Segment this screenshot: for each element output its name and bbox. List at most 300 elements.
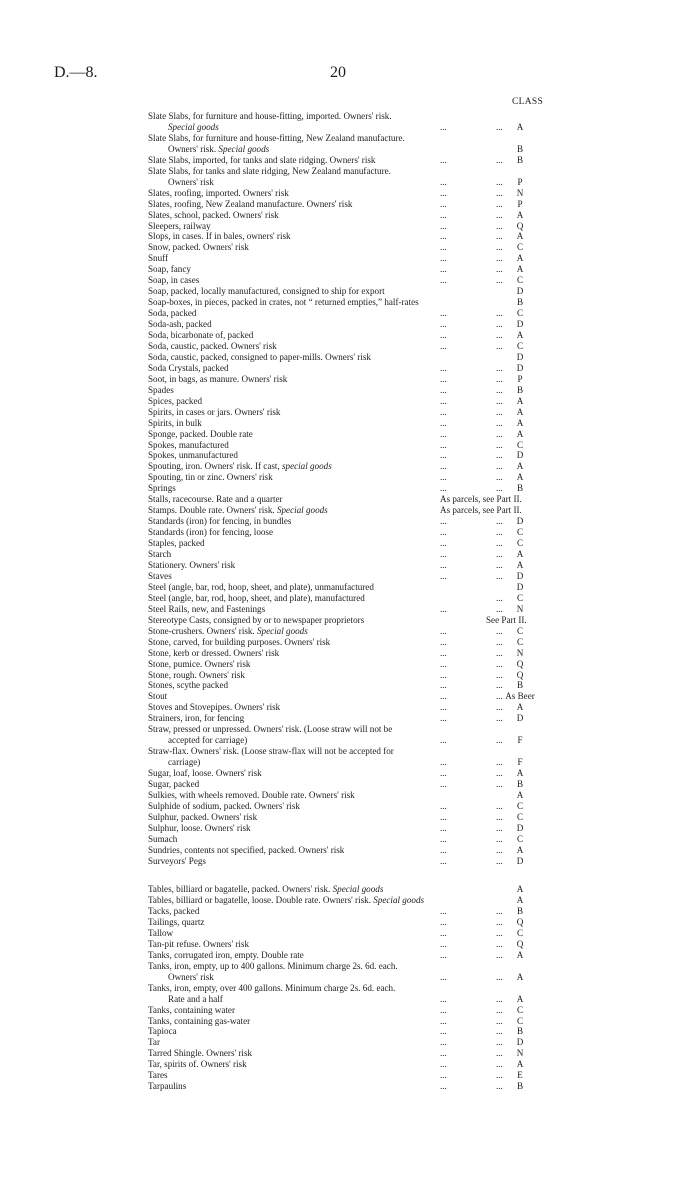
row-description: Straw-flax. Owners' risk. (Loose straw-flax will not be accepted for — [148, 746, 394, 757]
row-description: Stone, rough. Owners' risk — [148, 669, 245, 680]
class-code: D — [516, 351, 524, 362]
leader-dots: ... — [440, 461, 447, 472]
tariff-row — [148, 768, 540, 779]
row-description: Spirits, in bulk — [148, 417, 202, 428]
leader-dots: ... — [496, 768, 503, 778]
leader-dots: ... — [440, 373, 447, 384]
row-description: Sleepers, railway — [148, 220, 211, 231]
leader-dots: ... — [496, 844, 503, 855]
leader-dots: ... — [440, 833, 447, 844]
leader-dots: ... — [496, 330, 503, 340]
tariff-row — [148, 242, 540, 253]
tariff-row — [148, 906, 540, 917]
leader-dots: ... — [496, 275, 503, 286]
row-description: Tarpaulins — [148, 1081, 187, 1092]
tariff-row — [148, 440, 540, 451]
tariff-row — [148, 582, 540, 593]
class-code: B — [516, 779, 524, 789]
class-code: See Part II. — [486, 614, 527, 625]
leader-dots: ... — [440, 122, 447, 132]
tariff-row — [148, 111, 540, 122]
tariff-row — [148, 396, 540, 407]
tariff-row — [148, 856, 540, 867]
class-code: C — [516, 439, 524, 450]
leader-dots: ... — [496, 308, 503, 319]
leader-dots: ... — [440, 472, 447, 483]
special-goods-note: Special goods — [256, 625, 308, 636]
row-description: Slops, in cases. If in bales, owners' risk — [148, 231, 291, 242]
class-code: C — [516, 527, 524, 538]
class-code: B — [516, 143, 524, 154]
leader-dots: ... — [440, 1004, 447, 1015]
leader-dots: ... — [496, 636, 503, 647]
row-description: Spouting, tin or zinc. Owners' risk — [148, 472, 273, 483]
row-description: Stone, pumice. Owners' risk — [148, 658, 251, 669]
leader-dots: ... — [496, 187, 503, 198]
leader-dots: ... — [496, 450, 503, 461]
leader-dots: ... — [440, 330, 447, 340]
leader-dots: ... — [440, 1059, 447, 1070]
leader-dots: ... — [496, 949, 503, 960]
page-number: 20 — [330, 64, 346, 81]
class-code: Q — [516, 220, 524, 231]
row-description: Tallow — [148, 927, 174, 938]
row-description: Stone-crushers. Owners' risk. Special goods — [148, 625, 308, 636]
special-goods-note: Special goods — [332, 884, 384, 895]
leader-dots: ... — [440, 1048, 447, 1059]
leader-dots: ... — [496, 362, 503, 373]
class-code: C — [516, 242, 524, 253]
leader-dots: ... — [440, 428, 447, 439]
class-code: A — [516, 768, 524, 778]
tariff-row — [148, 549, 540, 560]
row-description: Stalls, racecourse. Rate and a quarter — [148, 494, 283, 505]
class-code: F — [517, 757, 523, 768]
tariff-row — [148, 1005, 540, 1016]
tariff-row — [148, 407, 540, 418]
class-code: C — [516, 538, 524, 548]
class-code: A — [516, 406, 524, 417]
row-description: Tanks, iron, empty, over 400 gallons. Minimum charge 2s. 6d. each. — [148, 982, 396, 993]
leader-dots: ... — [440, 527, 447, 538]
row-description: Soot, in bags, as manure. Owners' risk — [148, 373, 288, 384]
leader-dots: ... — [440, 822, 447, 833]
leader-dots: ... — [440, 713, 447, 724]
leader-dots: ... — [496, 527, 503, 538]
tariff-row — [148, 188, 540, 199]
row-description: Tables, billiard or bagatelle, packed. Owners' risk. Special goods — [148, 884, 384, 895]
row-description: Sumach — [148, 833, 178, 844]
row-description: Stones, scythe packed — [148, 680, 229, 691]
tariff-row — [148, 330, 540, 341]
row-description: Spices, packed — [148, 395, 203, 406]
leader-dots: ... — [496, 993, 503, 1004]
class-code: A — [516, 330, 524, 340]
row-description: Sulphide of sodium, packed. Owners' risk — [148, 800, 300, 811]
class-code: B — [516, 1081, 524, 1092]
leader-dots: ... — [496, 559, 503, 570]
leader-dots: ... — [440, 779, 447, 789]
tariff-row — [148, 1048, 540, 1059]
tariff-row — [148, 494, 540, 505]
row-description: Tan-pit refuse. Owners' risk — [148, 938, 250, 949]
class-code: A — [516, 844, 524, 855]
row-description: Tanks, containing gas-water — [148, 1015, 251, 1026]
row-description: Staves — [148, 570, 172, 581]
class-code: D — [516, 822, 524, 833]
class-code: A — [516, 789, 524, 800]
tariff-row — [148, 790, 540, 801]
class-code: D — [516, 713, 524, 724]
leader-dots: ... — [440, 439, 447, 450]
leader-dots: ... — [440, 625, 447, 636]
tariff-row — [148, 199, 540, 210]
leader-dots: ... — [440, 253, 447, 264]
leader-dots: ... — [496, 1048, 503, 1059]
row-description: accepted for carriage) — [168, 735, 248, 746]
tariff-row — [148, 210, 540, 221]
tariff-row — [148, 1059, 540, 1070]
class-code: A — [516, 461, 524, 472]
leader-dots: ... — [496, 231, 503, 242]
leader-dots: ... — [440, 559, 447, 570]
class-code: P — [517, 198, 523, 209]
leader-dots: ... — [496, 603, 503, 614]
leader-dots: ... — [440, 340, 447, 351]
leader-dots: ... — [496, 855, 503, 866]
row-description: Sponge, packed. Double rate — [148, 428, 253, 439]
row-description: Soap-boxes, in pieces, packed in crates, not “ returned empties,” half-rates — [148, 297, 419, 308]
class-code: P — [517, 373, 523, 384]
leader-dots: ... — [496, 395, 503, 406]
tariff-row — [148, 1016, 540, 1027]
class-code: D — [516, 1037, 524, 1048]
leader-dots: ... — [496, 680, 503, 691]
row-description: Sulkies, with wheels removed. Double rate. Owners' risk — [148, 789, 355, 800]
class-code: As parcels, see Part II. — [440, 505, 522, 516]
leader-dots: ... — [496, 1004, 503, 1015]
leader-dots: ... — [440, 220, 447, 231]
special-goods-note: Special goods — [276, 505, 328, 516]
class-code: C — [516, 800, 524, 811]
leader-dots: ... — [496, 264, 503, 275]
tariff-row — [148, 702, 540, 713]
class-code: Q — [516, 669, 524, 680]
leader-dots: ... — [440, 1037, 447, 1048]
row-description: Tar, spirits of. Owners' risk — [148, 1059, 247, 1070]
row-description: Strainers, iron, for fencing — [148, 713, 245, 724]
row-description: Stationery. Owners' risk — [148, 559, 236, 570]
class-code: C — [516, 833, 524, 844]
tariff-row — [148, 680, 540, 691]
leader-dots: ... — [496, 658, 503, 669]
row-description: Soda Crystals, packed — [148, 362, 229, 373]
class-code: A — [516, 417, 524, 428]
tariff-row — [148, 801, 540, 812]
class-code: B — [516, 680, 524, 691]
row-description: Tacks, packed — [148, 906, 200, 916]
leader-dots: ... — [440, 855, 447, 866]
tariff-row — [148, 746, 540, 757]
leader-dots: ... — [440, 949, 447, 960]
class-code: Q — [516, 658, 524, 669]
class-code: F — [517, 735, 523, 746]
leader-dots: ... — [440, 209, 447, 220]
row-description: Starch — [148, 549, 172, 559]
tariff-row — [148, 275, 540, 286]
class-code: A — [516, 428, 524, 439]
tariff-row — [148, 538, 540, 549]
class-code: A — [516, 395, 524, 406]
tariff-row — [148, 994, 540, 1005]
tariff-row — [148, 917, 540, 928]
leader-dots: ... — [440, 242, 447, 253]
tariff-row — [148, 895, 540, 906]
class-code: A — [516, 895, 524, 905]
tariff-row — [148, 505, 540, 516]
leader-dots: ... — [440, 811, 447, 822]
leader-dots: ... — [496, 417, 503, 428]
leader-dots: ... — [440, 971, 447, 982]
row-description: Owners' risk — [168, 176, 214, 187]
tariff-row — [148, 286, 540, 297]
leader-dots: ... — [440, 993, 447, 1004]
leader-dots: ... — [496, 319, 503, 329]
row-description: Soda, bicarbonate of, packed — [148, 330, 254, 340]
leader-dots: ... — [440, 916, 447, 927]
tariff-row — [148, 983, 540, 994]
leader-dots: ... — [496, 428, 503, 439]
row-description: Slate Slabs, imported, for tanks and slate ridging. Owners' risk — [148, 154, 376, 165]
tariff-row — [148, 735, 540, 746]
row-description: Slates, roofing, New Zealand manufacture. Owners' risk — [148, 198, 353, 209]
class-code: B — [516, 483, 524, 494]
class-code: Q — [516, 916, 524, 927]
leader-dots: ... — [440, 800, 447, 811]
leader-dots: ... — [440, 154, 447, 165]
row-description: Springs — [148, 483, 176, 494]
class-code: C — [516, 625, 524, 636]
tariff-row — [148, 823, 540, 834]
leader-dots: ... — [496, 1037, 503, 1048]
leader-dots: ... — [440, 647, 447, 658]
tariff-row — [148, 341, 540, 352]
tariff-row — [148, 418, 540, 429]
row-description: Snuff — [148, 253, 169, 264]
tariff-row — [148, 166, 540, 177]
leader-dots: ... — [440, 417, 447, 428]
leader-dots: ... — [496, 833, 503, 844]
row-description: Soap, packed, locally manufactured, consigned to ship for export — [148, 286, 385, 297]
class-code: D — [516, 581, 524, 592]
row-description: Soap, in cases — [148, 275, 200, 286]
leader-dots: ... — [440, 450, 447, 461]
tariff-row — [148, 1037, 540, 1048]
tariff-row — [148, 593, 540, 604]
tariff-row — [148, 884, 540, 895]
class-code: E — [517, 1070, 523, 1081]
special-goods-note: Special goods — [218, 143, 270, 154]
row-description: Stone, kerb or dressed. Owners' risk — [148, 647, 280, 658]
leader-dots: ... — [496, 916, 503, 927]
leader-dots: ... — [496, 483, 503, 494]
leader-dots: ... — [496, 373, 503, 384]
leader-dots: ... — [440, 516, 447, 527]
class-code: D — [516, 450, 524, 461]
leader-dots: ... — [440, 264, 447, 275]
row-description: Owners' risk — [168, 971, 214, 982]
leader-dots: ... — [440, 757, 447, 768]
row-description: Sulphur, loose. Owners' risk — [148, 822, 251, 833]
row-description: Sugar, packed — [148, 779, 200, 789]
leader-dots: ... — [496, 242, 503, 253]
class-code: A — [516, 971, 524, 982]
tariff-row — [148, 928, 540, 939]
tariff-row — [148, 972, 540, 983]
leader-dots: ... — [440, 483, 447, 494]
tariff-row — [148, 626, 540, 637]
leader-dots: ... — [496, 713, 503, 724]
class-code: A — [516, 549, 524, 559]
leader-dots: ... — [440, 768, 447, 778]
tariff-row — [148, 319, 540, 330]
tariff-row — [148, 1081, 540, 1092]
tariff-row — [148, 604, 540, 615]
row-description: Tanks, containing water — [148, 1004, 235, 1015]
row-description: Tarred Shingle. Owners' risk — [148, 1048, 253, 1059]
row-description: Standards (iron) for fencing, in bundles — [148, 516, 292, 527]
row-description: Soda-ash, packed — [148, 319, 212, 329]
row-description: Stereotype Casts, consigned by or to newspaper proprietors — [148, 614, 365, 625]
tariff-row — [148, 834, 540, 845]
tariff-row — [148, 472, 540, 483]
leader-dots: ... — [496, 625, 503, 636]
class-code: D — [516, 516, 524, 527]
row-description: Stone, carved, for building purposes. Owners' risk — [148, 636, 331, 647]
class-code: C — [516, 340, 524, 351]
row-description: Sugar, loaf, loose. Owners' risk — [148, 768, 262, 778]
leader-dots: ... — [496, 757, 503, 768]
leader-dots: ... — [496, 906, 503, 916]
row-description: Stamps. Double rate. Owners' risk. Special goods — [148, 505, 328, 516]
row-description: Standards (iron) for fencing, loose — [148, 527, 274, 538]
leader-dots: ... — [440, 406, 447, 417]
class-code: B — [516, 297, 524, 308]
row-description: Spouting, iron. Owners' risk. If cast, special goods — [148, 461, 332, 472]
tariff-row — [148, 779, 540, 790]
row-description: Slates, roofing, imported. Owners' risk — [148, 187, 289, 198]
leader-dots: ... — [496, 209, 503, 220]
document-reference: D.—8. — [54, 64, 98, 81]
leader-dots: ... — [440, 308, 447, 319]
row-description: Soap, fancy — [148, 264, 191, 275]
leader-dots: ... — [440, 1015, 447, 1026]
leader-dots: ... — [440, 198, 447, 209]
row-description: Special goods — [168, 122, 219, 132]
row-description: Staples, packed — [148, 538, 205, 548]
class-code: As Beer — [505, 691, 535, 702]
leader-dots: ... — [496, 253, 503, 264]
tariff-row — [148, 450, 540, 461]
class-code: Q — [516, 938, 524, 949]
tariff-row — [148, 812, 540, 823]
leader-dots: ... — [440, 702, 447, 713]
row-description: Spades — [148, 384, 174, 395]
leader-dots: ... — [496, 811, 503, 822]
row-description: Owners' risk. Special goods — [168, 143, 270, 154]
class-code: C — [516, 275, 524, 286]
row-description: Tanks, corrugated iron, empty. Double rate — [148, 949, 304, 960]
leader-dots: ... — [496, 592, 503, 603]
leader-dots: ... — [496, 549, 503, 559]
class-code: N — [516, 1048, 524, 1059]
row-description: Slate Slabs, for tanks and slate ridging, New Zealand manufacture. — [148, 165, 391, 176]
leader-dots: ... — [496, 570, 503, 581]
class-code: D — [516, 286, 524, 297]
class-code: A — [516, 264, 524, 275]
tariff-row — [148, 264, 540, 275]
row-description: Steel Rails, new, and Fastenings — [148, 603, 266, 614]
class-code: C — [516, 592, 524, 603]
leader-dots: ... — [496, 691, 503, 702]
tariff-row — [148, 670, 540, 681]
row-description: Snow, packed. Owners' risk — [148, 242, 249, 253]
leader-dots: ... — [496, 538, 503, 548]
leader-dots: ... — [496, 1059, 503, 1070]
row-description: Tapioca — [148, 1026, 177, 1037]
tariff-row — [148, 691, 540, 702]
row-description: Slates, school, packed. Owners' risk — [148, 209, 279, 220]
tariff-row — [148, 363, 540, 374]
tariff-row — [148, 516, 540, 527]
class-code: A — [516, 1059, 524, 1070]
tariff-row — [148, 297, 540, 308]
class-code: D — [516, 319, 524, 329]
class-code: B — [516, 154, 524, 165]
leader-dots: ... — [440, 691, 447, 702]
tariff-row — [148, 939, 540, 950]
row-description: Spokes, manufactured — [148, 439, 229, 450]
tariff-row — [148, 757, 540, 768]
leader-dots: ... — [496, 472, 503, 483]
leader-dots: ... — [440, 231, 447, 242]
leader-dots: ... — [496, 439, 503, 450]
tariff-row — [148, 713, 540, 724]
leader-dots: ... — [440, 275, 447, 286]
class-code: C — [516, 1015, 524, 1026]
leader-dots: ... — [496, 516, 503, 527]
class-code: C — [516, 308, 524, 319]
leader-dots: ... — [440, 735, 447, 746]
leader-dots: ... — [496, 927, 503, 938]
leader-dots: ... — [496, 1026, 503, 1037]
class-code: A — [516, 884, 524, 895]
tariff-row — [148, 483, 540, 494]
class-code: C — [516, 927, 524, 938]
leader-dots: ... — [440, 1070, 447, 1081]
row-description: carriage) — [168, 757, 201, 768]
row-description: Straw, pressed or unpressed. Owners' risk. (Loose straw will not be — [148, 724, 393, 735]
tariff-row — [148, 1026, 540, 1037]
leader-dots: ... — [440, 187, 447, 198]
tariff-row — [148, 560, 540, 571]
class-code: C — [516, 636, 524, 647]
class-code: A — [516, 122, 524, 132]
leader-dots: ... — [440, 384, 447, 395]
leader-dots: ... — [440, 549, 447, 559]
tariff-row — [148, 845, 540, 856]
special-goods-note: special goods — [282, 461, 332, 472]
